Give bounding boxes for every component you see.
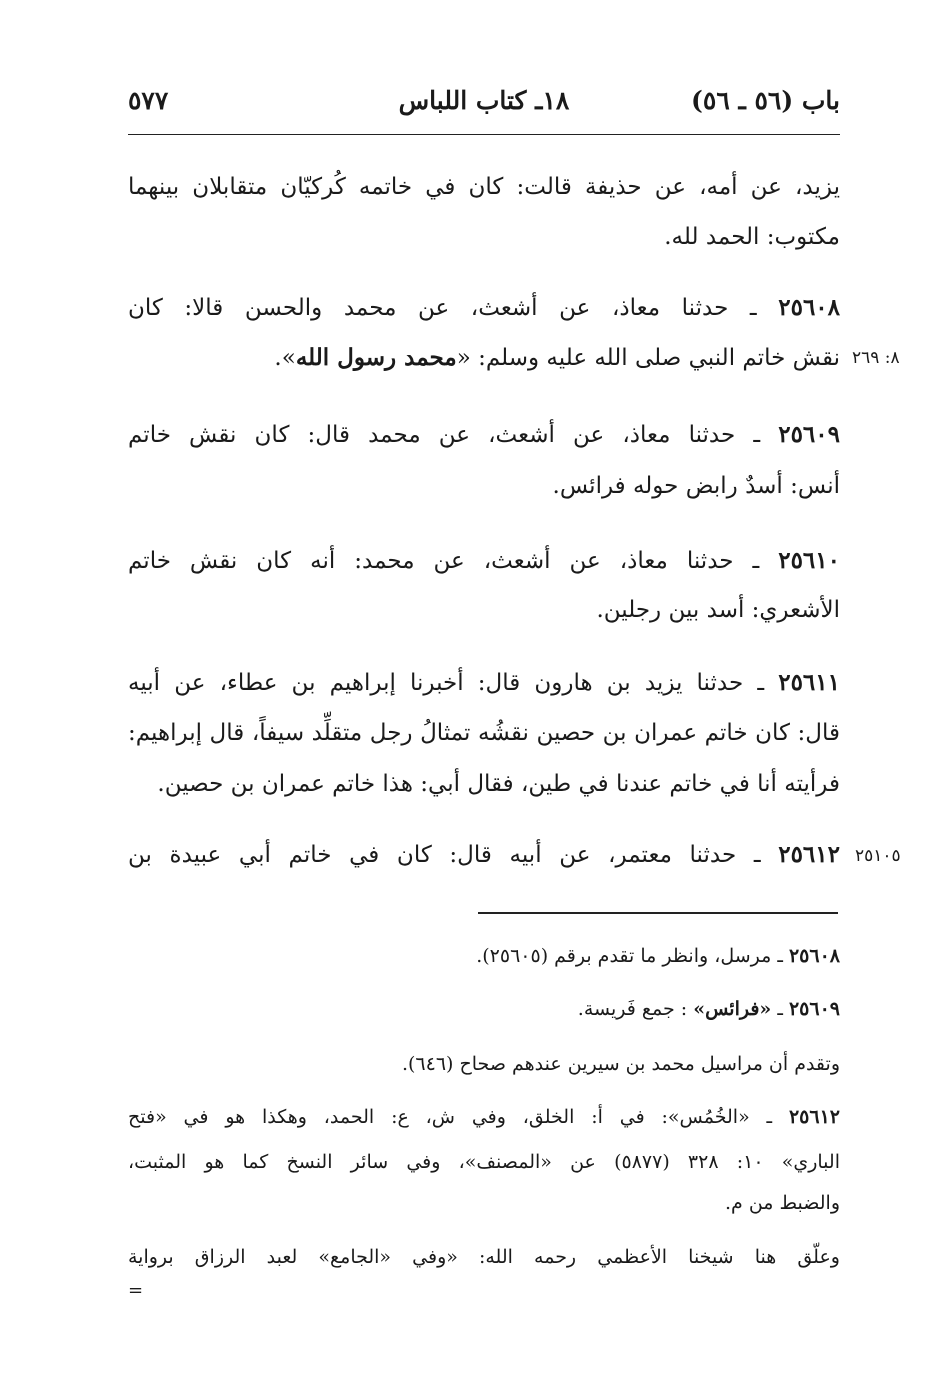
footnote (128, 995, 840, 1023)
text-segment: ـ حدثنا معاذ، عن أشعث، عن محمد والحسن قالا: كان (128, 295, 779, 321)
text-segment: ـ حدثنا يزيد بن هارون قال: أخبرنا إبراهيم بن عطاء، عن أبيه (128, 670, 779, 696)
hadith-number: ٢٥٦١٢ (778, 841, 840, 868)
book-title: ١٨ـ كتاب اللباس (398, 86, 570, 115)
text-line (128, 170, 840, 204)
footnote-number: ٢٥٦٠٩ (788, 998, 840, 1020)
text-segment: الأشعري: أسد بين رجلين. (596, 597, 840, 623)
text-segment: ». (274, 345, 296, 371)
text-line (128, 220, 840, 254)
hadith-line (128, 291, 840, 325)
hadith-line (128, 838, 840, 872)
text-segment: مكتوب: الحمد لله. (664, 224, 840, 250)
text-segment: وعلّق هنا شيخنا الأعظمي رحمه الله: «وفي «الجامع» لعبد الرزاق برواية (128, 1246, 840, 1268)
hadith-number: ٢٥٦٠٩ (778, 421, 840, 448)
text-segment: قال: كان خاتم عمران بن حصين نقشُه تمثالُ رجل متقلِّد سيفاً، قال إبراهيم: (128, 720, 840, 746)
text-segment: ـ حدثنا معاذ، عن أشعث، عن محمد: أنه كان نقش خاتم (128, 548, 779, 574)
footnote (128, 1243, 840, 1271)
glossed-word: «فرائس» (693, 998, 772, 1020)
hadith-number: ٢٥٦٠٨ (778, 294, 841, 321)
margin-reference: ٢٥١٠٥ (855, 846, 901, 866)
footnote-number: ٢٥٦٠٨ (788, 945, 840, 967)
text-segment: نقش خاتم النبي صلى الله عليه وسلم: « (456, 345, 840, 371)
footnote (128, 1148, 840, 1176)
footnote-number: ٢٥٦١٢ (788, 1106, 840, 1128)
text-segment: فرأيته أنا في خاتم عندنا في طين، فقال أبي: هذا خاتم عمران بن حصين. (157, 771, 840, 797)
footnote (128, 1103, 840, 1131)
continuation-mark: = (128, 1280, 144, 1301)
footnote (128, 1050, 840, 1078)
footnote (128, 942, 840, 970)
hadith-line (128, 716, 840, 750)
text-segment: وتقدم أن مراسيل محمد بن سيرين عندهم صحاح (٦٤٦). (401, 1053, 840, 1075)
text-segment: والضبط من م. (724, 1192, 840, 1214)
hadith-line (128, 666, 840, 700)
hadith-line (128, 469, 840, 503)
footnote-rule (478, 912, 838, 914)
page-number: ٥٧٧ (128, 86, 169, 115)
chapter-heading: باب (٥٦ ـ ٥٦) (691, 86, 840, 115)
text-segment: ـ حدثنا معاذ، عن أشعث، عن محمد قال: كان نقش خاتم (128, 422, 779, 448)
text-segment: : جمع فَريسة. (577, 998, 694, 1020)
hadith-line (128, 544, 840, 578)
hadith-line (128, 767, 840, 801)
footnote (128, 1189, 840, 1217)
hadith-number: ٢٥٦١٠ (778, 547, 840, 574)
text-segment: أنس: أسدٌ رابض حوله فرائس. (552, 473, 840, 499)
hadith-line (128, 341, 840, 375)
ring-inscription: محمد رسول الله (295, 344, 457, 371)
hadith-line (128, 593, 840, 627)
margin-reference: ٨: ٢٦٩ (852, 348, 900, 368)
text-segment: الباري» ١٠: ٣٢٨ (٥٨٧٧) عن «المصنف»، وفي سائر النسخ كما هو المثبت، (128, 1151, 840, 1173)
hadith-number: ٢٥٦١١ (778, 669, 840, 696)
text-segment: ـ مرسل، وانظر ما تقدم برقم (٢٥٦٠٥). (476, 945, 789, 967)
running-header (128, 86, 840, 126)
text-segment: ـ حدثنا معتمر، عن أبيه قال: كان في خاتم أبي عبيدة بن (128, 842, 779, 868)
text-segment: يزيد، عن أمه، عن حذيفة قالت: كان في خاتمه كُركيّان متقابلان بينهما (128, 174, 840, 200)
hadith-line (128, 418, 840, 452)
text-segment: ـ «الخُمُس»: في أ: الخلق، وفي ش، ع: الحمد، وهكذا هو في «فتح (128, 1106, 789, 1128)
text-segment: ـ (771, 998, 789, 1020)
header-rule (128, 134, 840, 135)
